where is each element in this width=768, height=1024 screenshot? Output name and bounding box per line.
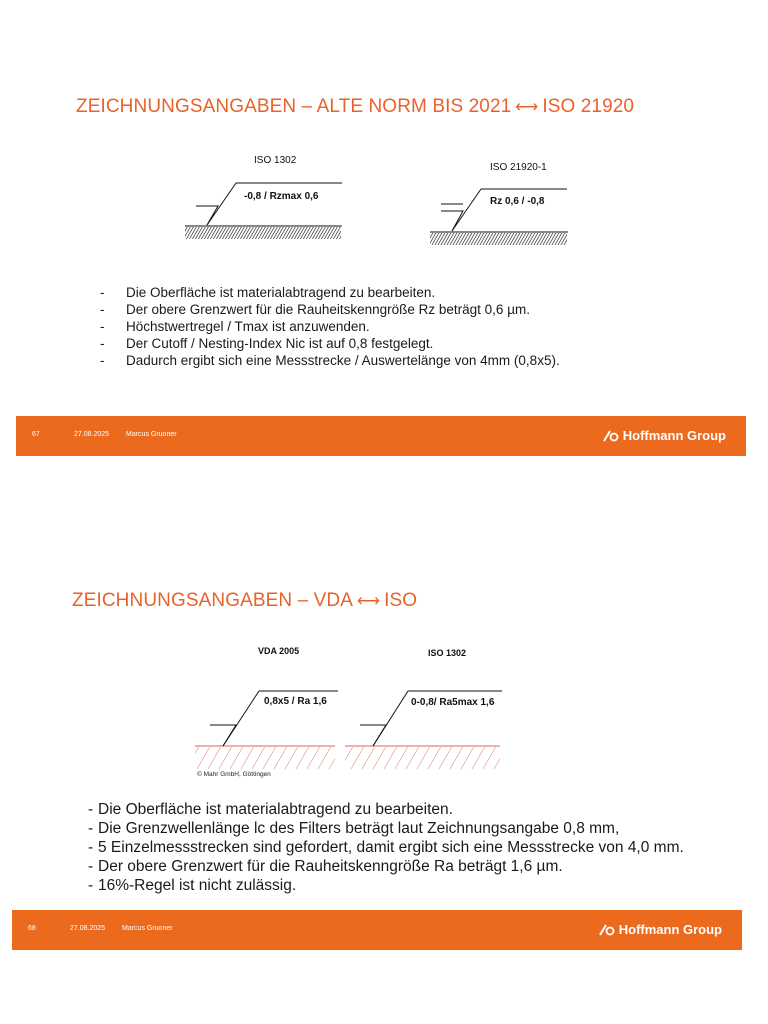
surface-symbol-diagrams — [0, 500, 768, 970]
slide-footer — [12, 910, 742, 950]
double-arrow-icon: ⟷ — [357, 593, 381, 610]
list-item: - Dadurch ergibt sich eine Messstrecke / Auswertelänge von 4mm (0,8x5). — [100, 352, 560, 369]
slide-67 — [0, 0, 768, 470]
double-arrow-icon: ⟷ — [515, 99, 539, 116]
hoffmann-logo-icon — [603, 430, 619, 442]
brand-name: Hoffmann Group — [622, 428, 726, 443]
list-item: - Die Oberfläche ist materialabtragend zu bearbeiten. — [88, 800, 684, 819]
list-item: - Der Cutoff / Nesting-Index Nic ist auf 0,8 festgelegt. — [100, 335, 560, 352]
brand-logo — [603, 428, 726, 443]
list-item: - Der obere Grenzwert für die Rauheitskenngröße Rz beträgt 0,6 µm. — [100, 301, 560, 318]
title-right: ISO — [384, 590, 418, 611]
image-copyright: © Mahr GmbH, Göttingen — [197, 771, 271, 778]
brand-logo — [599, 922, 722, 937]
list-item: - Der obere Grenzwert für die Rauheitskenngröße Ra beträgt 1,6 µm. — [88, 857, 684, 876]
hoffmann-logo-icon — [599, 924, 615, 936]
footer-date: 27.08.2025 — [70, 925, 106, 932]
page-number: 68 — [28, 925, 36, 932]
diagram-right-label: ISO 21920-1 — [490, 162, 547, 173]
title-left: ZEICHNUNGSANGABEN – ALTE NORM BIS 2021 — [76, 96, 512, 117]
bullet-list — [88, 800, 684, 895]
page-number: 67 — [32, 431, 40, 438]
footer-date: 27.08.2025 — [74, 431, 110, 438]
diagram-left-label: VDA 2005 — [258, 646, 300, 656]
list-item: - Höchstwertregel / Tmax ist anzuwenden. — [100, 318, 560, 335]
slide-68 — [0, 500, 768, 970]
diagram-right-text: 0-0,8/ Ra5max 1,6 — [411, 697, 495, 708]
footer-author: Marcus Gruoner — [126, 431, 177, 438]
list-item: - Die Oberfläche ist materialabtragend zu bearbeiten. — [100, 284, 560, 301]
footer-author: Marcus Gruoner — [122, 925, 173, 932]
list-item: - 16%-Regel ist nicht zulässig. — [88, 876, 684, 895]
brand-name: Hoffmann Group — [618, 922, 722, 937]
bullet-list — [100, 284, 560, 369]
diagram-left-text: -0,8 / Rzmax 0,6 — [244, 191, 319, 202]
title-right: ISO 21920 — [542, 96, 635, 117]
diagram-left-label: ISO 1302 — [254, 155, 297, 166]
title-left: ZEICHNUNGSANGABEN – VDA — [72, 590, 354, 611]
slide-footer — [16, 416, 746, 456]
diagram-right-label: ISO 1302 — [428, 648, 467, 658]
diagram-right-text: Rz 0,6 / -0,8 — [490, 196, 545, 207]
diagram-left-text: 0,8x5 / Ra 1,6 — [264, 696, 327, 707]
list-item: - Die Grenzwellenlänge lc des Filters beträgt laut Zeichnungsangabe 0,8 mm, — [88, 819, 684, 838]
surface-symbol-diagram-right — [0, 0, 768, 470]
list-item: - 5 Einzelmessstrecken sind gefordert, damit ergibt sich eine Messstrecke von 4,0 mm. — [88, 838, 684, 857]
